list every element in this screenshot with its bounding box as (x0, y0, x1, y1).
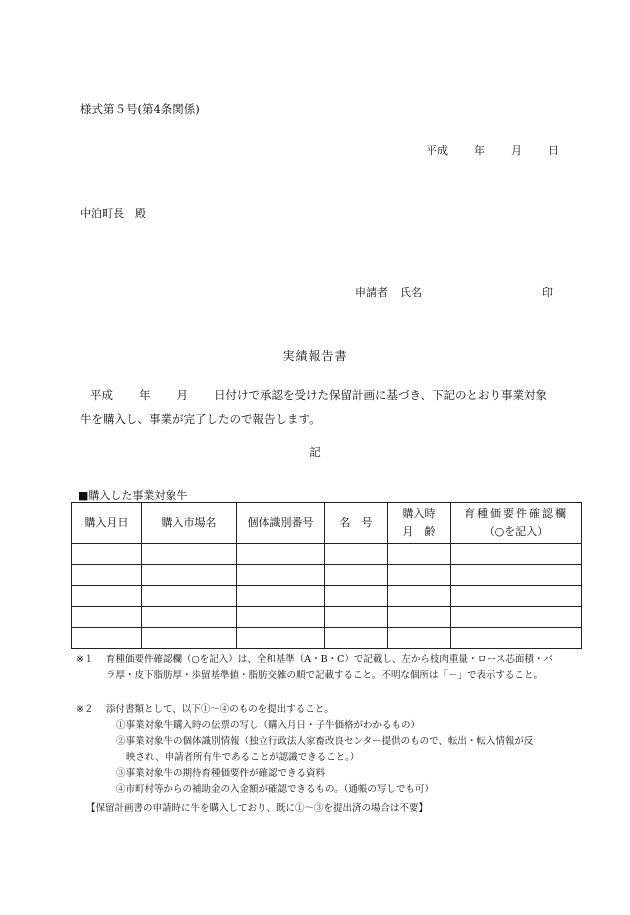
table-cell[interactable] (451, 628, 582, 649)
date-year: 年 (474, 144, 485, 157)
applicant-line (355, 284, 422, 300)
table-cell[interactable] (237, 607, 325, 628)
table-cell[interactable] (237, 628, 325, 649)
table-cell[interactable] (72, 607, 142, 628)
note-2-item-2a: ②事業対象牛の個体識別情報（独立行政法人家畜改良センター提供のもので、転出・転入情報が反 (116, 736, 534, 747)
body-paragraph (80, 383, 555, 431)
header-check-line2: （○を記入） (483, 525, 549, 538)
header-check (451, 503, 582, 544)
table-cell[interactable] (72, 544, 142, 565)
header-market: 購入市場名 (142, 503, 237, 544)
note-2-item-2b: 映され、申請者所有牛であることが認識できること。） (126, 752, 360, 763)
note-2-item-1: ①事業対象牛購入時の伝票の写し（購入月日・子牛価格がわかるもの） (116, 720, 421, 731)
table-cell[interactable] (451, 586, 582, 607)
table-cell[interactable] (325, 544, 388, 565)
date-line (426, 142, 559, 158)
table-header-row (72, 503, 582, 544)
table-cell[interactable] (72, 628, 142, 649)
bracket-note: 【保留計画書の申請時に牛を購入しており、既に①～③を提出済の場合は不要】 (86, 803, 429, 814)
note-2-intro: 添付書類として、以下①～④のものを提出すること。 (106, 704, 334, 715)
table-cell[interactable] (237, 565, 325, 586)
header-age-line1: 購入時 (402, 507, 436, 520)
table-cell[interactable] (325, 586, 388, 607)
date-era: 平成 (426, 144, 448, 157)
seal-mark: 印 (542, 286, 553, 299)
ki-mark: 記 (309, 445, 321, 459)
note-2-item-4: ④市町村等からの補助金の入金額が確認できるもの。（通帳の写しでも可） (116, 784, 434, 795)
table-cell[interactable] (237, 544, 325, 565)
form-number: 様式第５号(第4条関係) (80, 102, 200, 116)
table-cell[interactable] (388, 628, 451, 649)
header-check-line1: 育種価要件確認欄 (464, 507, 568, 520)
note-1-number: ※１ (76, 654, 94, 665)
header-age (388, 503, 451, 544)
table-cell[interactable] (325, 607, 388, 628)
note-2-number: ※２ (76, 704, 94, 715)
table-cell[interactable] (142, 544, 237, 565)
table-cell[interactable] (388, 607, 451, 628)
table-cell[interactable] (325, 565, 388, 586)
applicant-label: 申請者 (355, 286, 388, 299)
table-cell[interactable] (388, 565, 451, 586)
table-cell[interactable] (237, 586, 325, 607)
table-cell[interactable] (72, 565, 142, 586)
table-cell[interactable] (388, 544, 451, 565)
body-text-2: 牛を購入し、事業が完了したので報告します。 (80, 412, 321, 426)
date-day: 日 (548, 144, 559, 157)
table-cell[interactable] (325, 628, 388, 649)
table-cell[interactable] (388, 586, 451, 607)
table-cell[interactable] (72, 586, 142, 607)
table-row (72, 544, 582, 565)
body-era: 平成 (90, 388, 113, 402)
document-title: 実績報告書 (282, 349, 348, 363)
body-month: 月 (176, 388, 188, 402)
table-cell[interactable] (142, 628, 237, 649)
table-row (72, 565, 582, 586)
table-cell[interactable] (142, 607, 237, 628)
addressee: 中泊町長 殿 (80, 207, 146, 220)
header-age-line2: 月 齢 (402, 525, 436, 538)
cattle-table (71, 502, 582, 649)
table-cell[interactable] (142, 586, 237, 607)
note-1-text: 育種価要件確認欄（○を記入）は、全和基準（A・B・C）で記載し、左から枝肉重量・ロース芯面積・バラ厚・皮下脂肪厚・歩留基準値・脂肪交雑の順で記載すること。不明な個所は「－」で表示すること。 (106, 654, 553, 681)
table-cell[interactable] (451, 607, 582, 628)
body-text-1: 日付けで承認を受けた保留計画に基づき、下記のとおり事業対象 (214, 388, 548, 402)
body-year: 年 (139, 388, 151, 402)
section-heading: ■購入した事業対象牛 (78, 489, 188, 502)
header-purchase-date: 購入月日 (72, 503, 142, 544)
table-cell[interactable] (451, 565, 582, 586)
applicant-name-label: 氏名 (400, 286, 422, 299)
note-2-item-3: ③事業対象牛の期待育種価要件が確認できる資料 (116, 768, 326, 779)
table-row (72, 607, 582, 628)
table-cell[interactable] (451, 544, 582, 565)
header-name: 名 号 (325, 503, 388, 544)
table-row (72, 586, 582, 607)
table-cell[interactable] (142, 565, 237, 586)
header-id-number: 個体識別番号 (237, 503, 325, 544)
table-row (72, 628, 582, 649)
date-month: 月 (511, 144, 522, 157)
